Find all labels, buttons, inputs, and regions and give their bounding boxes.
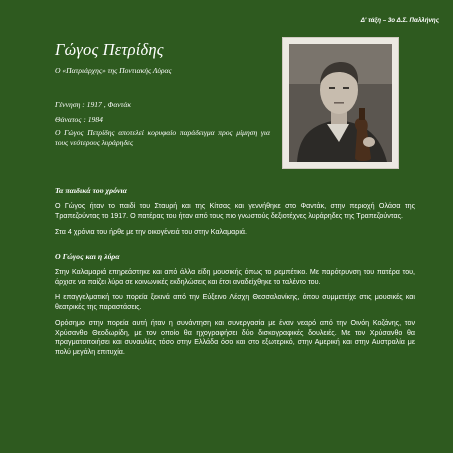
lyra-paragraph-2: Η επαγγελματική του πορεία ξεκινά από την Εύξεινο Λέσχη Θεσσαλονίκης, όπου συμμετείχε στις μουσικές και θεατρικές της παραστάσεις. [55, 293, 415, 312]
page-title: Γώγος Πετρίδης [55, 40, 164, 59]
portrait-photo [283, 38, 398, 168]
birth-info: Γέννηση : 1917 , Φαντάκ [55, 100, 132, 109]
intro-description: Ο Γώγος Πετρίδης αποτελεί κορυφαίο παράδειγμα προς μίμηση για τους νεότερους λυράρηδες [55, 128, 270, 147]
page-subtitle: Ο «Πατριάρχης» της Ποντιακής Λύρας [55, 66, 172, 75]
death-info: Θάνατος : 1984 [55, 115, 103, 124]
portrait-image [283, 38, 398, 168]
lyra-heading: Ο Γώγος και η λύρα [55, 252, 120, 261]
childhood-heading: Τα παιδικά του χρόνια [55, 186, 127, 195]
childhood-section [55, 186, 415, 238]
childhood-paragraph-1: Ο Γώγος ήταν το παιδί του Σταυρή και της Κίτσας και γεννήθηκε στο Φαντάκ, στην περιοχή Ολάσα της Τραπεζούντας το 1917. Ο πατέρας του ήταν από τους πιο γνωστούς δεξιοτέχνες λυράρηδες της Τραπεζούντας. [55, 202, 415, 220]
childhood-paragraph-2: Στα 4 χρόνια του ήρθε με την οικογένειά του στην Καλαμαριά. [55, 228, 247, 237]
lyra-paragraph-1: Στην Καλαμαριά επηρεάστηκε και από άλλα είδη μουσικής όπως το ρεμπέτικο. Με παρότρυνση του πατέρα του, άρχισε να παίζει λύρα σε κοινωνικές εκδηλώσεις και έτσι αναδείχθηκε το ταλέντο του. [55, 268, 415, 286]
class-label: Δ' τάξη – 3ο Δ.Σ. Παλλήνης [360, 17, 439, 24]
lyra-section [55, 252, 415, 358]
lyra-paragraph-3: Ορόσημο στην πορεία αυτή ήταν η συνάντηση και συνεργασία με έναν νεαρό από την Οινόη Κοζάνης, τον Χρύσανθο Θεοδωρίδη, με τον οποίο θα ηχογραφήσει δύο δισκογραφικές δουλειές. Με τον Χρύσανθο θα πραγματοποιήσει και συναυλίες τόσο στην Ελλάδα όσο και στο εξωτερικό, στην Αμερική και στην Αυστραλία με πολύ μεγάλη επιτυχία. [55, 318, 415, 356]
